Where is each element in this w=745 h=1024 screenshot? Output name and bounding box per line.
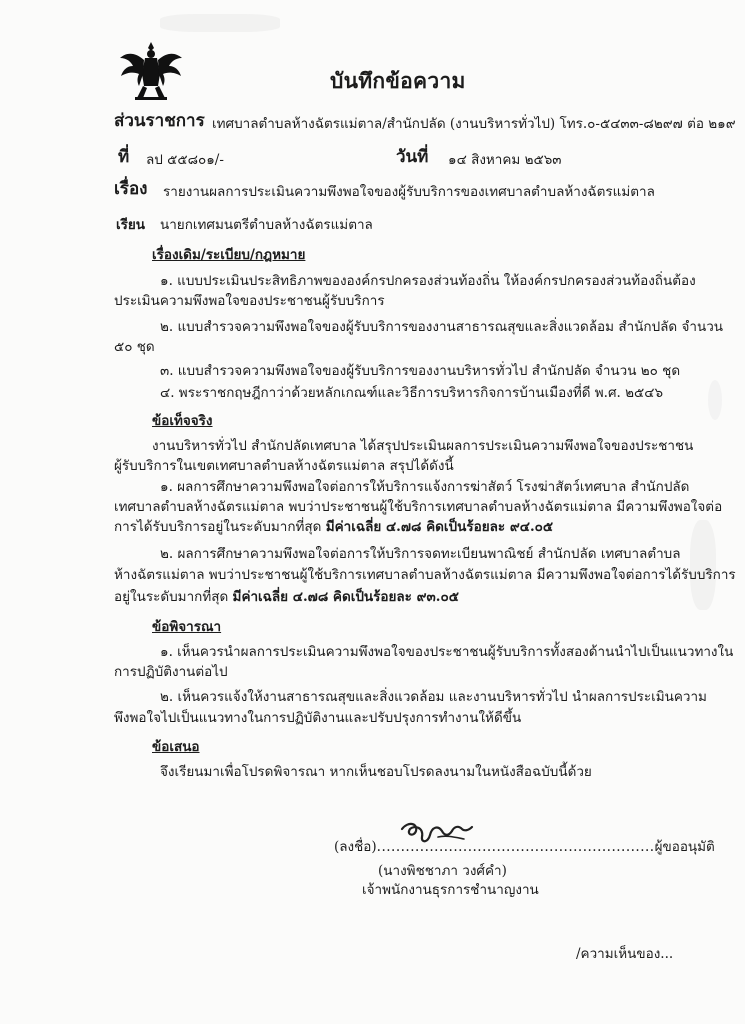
facts-result-bold: มีค่าเฉลี่ย ๔.๗๘ คิดเป็นร้อยละ ๙๔.๐๕ xyxy=(325,519,554,535)
background-line: ๔. พระราชกฤษฎีกาว่าด้วยหลักเกณฑ์และวิธีการบริหารกิจการบ้านเมืองที่ดี พ.ศ. ๒๕๔๖ xyxy=(160,385,664,401)
considerations-heading: ข้อพิจารณา xyxy=(152,619,222,635)
ref-value: ลป ๕๕๘๐๑/- xyxy=(146,152,224,168)
facts-line: ห้างฉัตรแม่ตาล พบว่าประชาชนผู้ใช้บริการเทศบาลตำบลห้างฉัตรแม่ตาล มีความพึงพอใจต่อการได้รับบริการ xyxy=(114,567,736,583)
background-heading: เรื่องเดิม/ระเบียบ/กฎหมาย xyxy=(152,247,306,263)
background-line: ๒. แบบสำรวจความพึงพอใจของผู้รับบริการของงานสาธารณสุขและสิ่งแวดล้อม สำนักปลัด จำนวน xyxy=(160,319,723,335)
facts-heading: ข้อเท็จจริง xyxy=(152,413,213,429)
considerations-line: ๒. เห็นควรแจ้งให้งานสาธารณสุขและสิ่งแวดล้อม และงานบริหารทั่วไป นำผลการประเมินความ xyxy=(160,689,707,705)
signer-name: (นางพิชชาภา วงศ์คำ) xyxy=(378,863,507,879)
considerations-line: ๑. เห็นควรนำผลการประเมินความพึงพอใจของประชาชนผู้รับบริการทั้งสองด้านนำไปเป็นแนวทางใน xyxy=(160,644,734,660)
sign-prefix: (ลงชื่อ) xyxy=(334,839,377,855)
to-label: เรียน xyxy=(116,217,146,233)
signer-position: เจ้าพนักงานธุรการชำนาญงาน xyxy=(362,882,539,898)
proposal-text: จึงเรียนมาเพื่อโปรดพิจารณา หากเห็นชอบโปรดลงนามในหนังสือฉบับนี้ด้วย xyxy=(160,764,592,780)
scan-noise xyxy=(160,14,280,32)
sign-dots: .......................................................... xyxy=(376,839,655,855)
facts-line: ๑. ผลการศึกษาความพึงพอใจต่อการให้บริการแจ้งการฆ่าสัตว์ โรงฆ่าสัตว์เทศบาล สำนักปลัด xyxy=(160,479,690,495)
considerations-line: การปฏิบัติงานต่อไป xyxy=(114,664,228,680)
facts-text: การได้รับบริการอยู่ในระดับมากที่สุด xyxy=(114,519,322,535)
subject-value: รายงานผลการประเมินความพึงพอใจของผู้รับบริการของเทศบาลตำบลห้างฉัตรแม่ตาล xyxy=(163,184,655,200)
ref-label: ที่ xyxy=(118,147,130,167)
signature-line xyxy=(334,838,715,856)
date-label: วันที่ xyxy=(396,147,429,167)
background-line: ประเมินความพึงพอใจของประชาชนผู้รับบริการ xyxy=(114,293,385,309)
scan-noise xyxy=(690,520,716,610)
date-value: ๑๔ สิงหาคม ๒๕๖๓ xyxy=(448,152,562,168)
agency-value: เทศบาลตำบลห้างฉัตรแม่ตาล/สำนักปลัด (งานบริหารทั่วไป) โทร.๐-๕๔๓๓-๘๒๙๗ ต่อ ๒๑๙ xyxy=(212,116,736,132)
facts-line xyxy=(114,518,553,536)
facts-line: งานบริหารทั่วไป สำนักปลัดเทศบาล ได้สรุปประเมินผลการประเมินความพึงพอใจของประชาชน xyxy=(152,438,694,454)
page-title: บันทึกข้อความ xyxy=(330,68,466,93)
facts-line: ๒. ผลการศึกษาความพึงพอใจต่อการให้บริการจดทะเบียนพาณิชย์ สำนักปลัด เทศบาลตำบล xyxy=(160,546,681,562)
proposal-heading: ข้อเสนอ xyxy=(152,739,200,755)
to-value: นายกเทศมนตรีตำบลห้างฉัตรแม่ตาล xyxy=(160,217,373,233)
scan-noise xyxy=(708,380,722,420)
agency-label: ส่วนราชการ xyxy=(114,111,205,131)
facts-text: อยู่ในระดับมากที่สุด xyxy=(114,589,229,605)
background-line: ๕๐ ชุด xyxy=(114,339,155,355)
considerations-line: พึงพอใจไปเป็นแนวทางในการปฏิบัติงานและปรับปรุงการทำงานให้ดีขึ้น xyxy=(114,710,522,726)
facts-line xyxy=(114,588,459,606)
facts-result-bold: มีค่าเฉลี่ย ๔.๗๘ คิดเป็นร้อยละ ๙๓.๐๕ xyxy=(232,589,459,605)
facts-line: เทศบาลตำบลห้างฉัตรแม่ตาล พบว่าประชาชนผู้ใช้บริการเทศบาลตำบลห้างฉัตรแม่ตาล มีความพึงพอใจต่อ xyxy=(114,499,723,515)
facts-line: ผู้รับบริการในเขตเทศบาลตำบลห้างฉัตรแม่ตาล สรุปได้ดังนี้ xyxy=(114,458,454,474)
continuation-note: /ความเห็นของ... xyxy=(576,946,674,962)
background-line: ๑. แบบประเมินประสิทธิภาพขององค์กรปกครองส่วนท้องถิ่น ให้องค์กรปกครองส่วนท้องถิ่นต้อง xyxy=(160,273,696,289)
garuda-emblem-icon xyxy=(117,38,185,104)
background-line: ๓. แบบสำรวจความพึงพอใจของผู้รับบริการของงานบริหารทั่วไป สำนักปลัด จำนวน ๒๐ ชุด xyxy=(160,363,681,379)
sign-role: ผู้ขออนุมัติ xyxy=(654,839,715,855)
subject-label: เรื่อง xyxy=(114,179,148,199)
